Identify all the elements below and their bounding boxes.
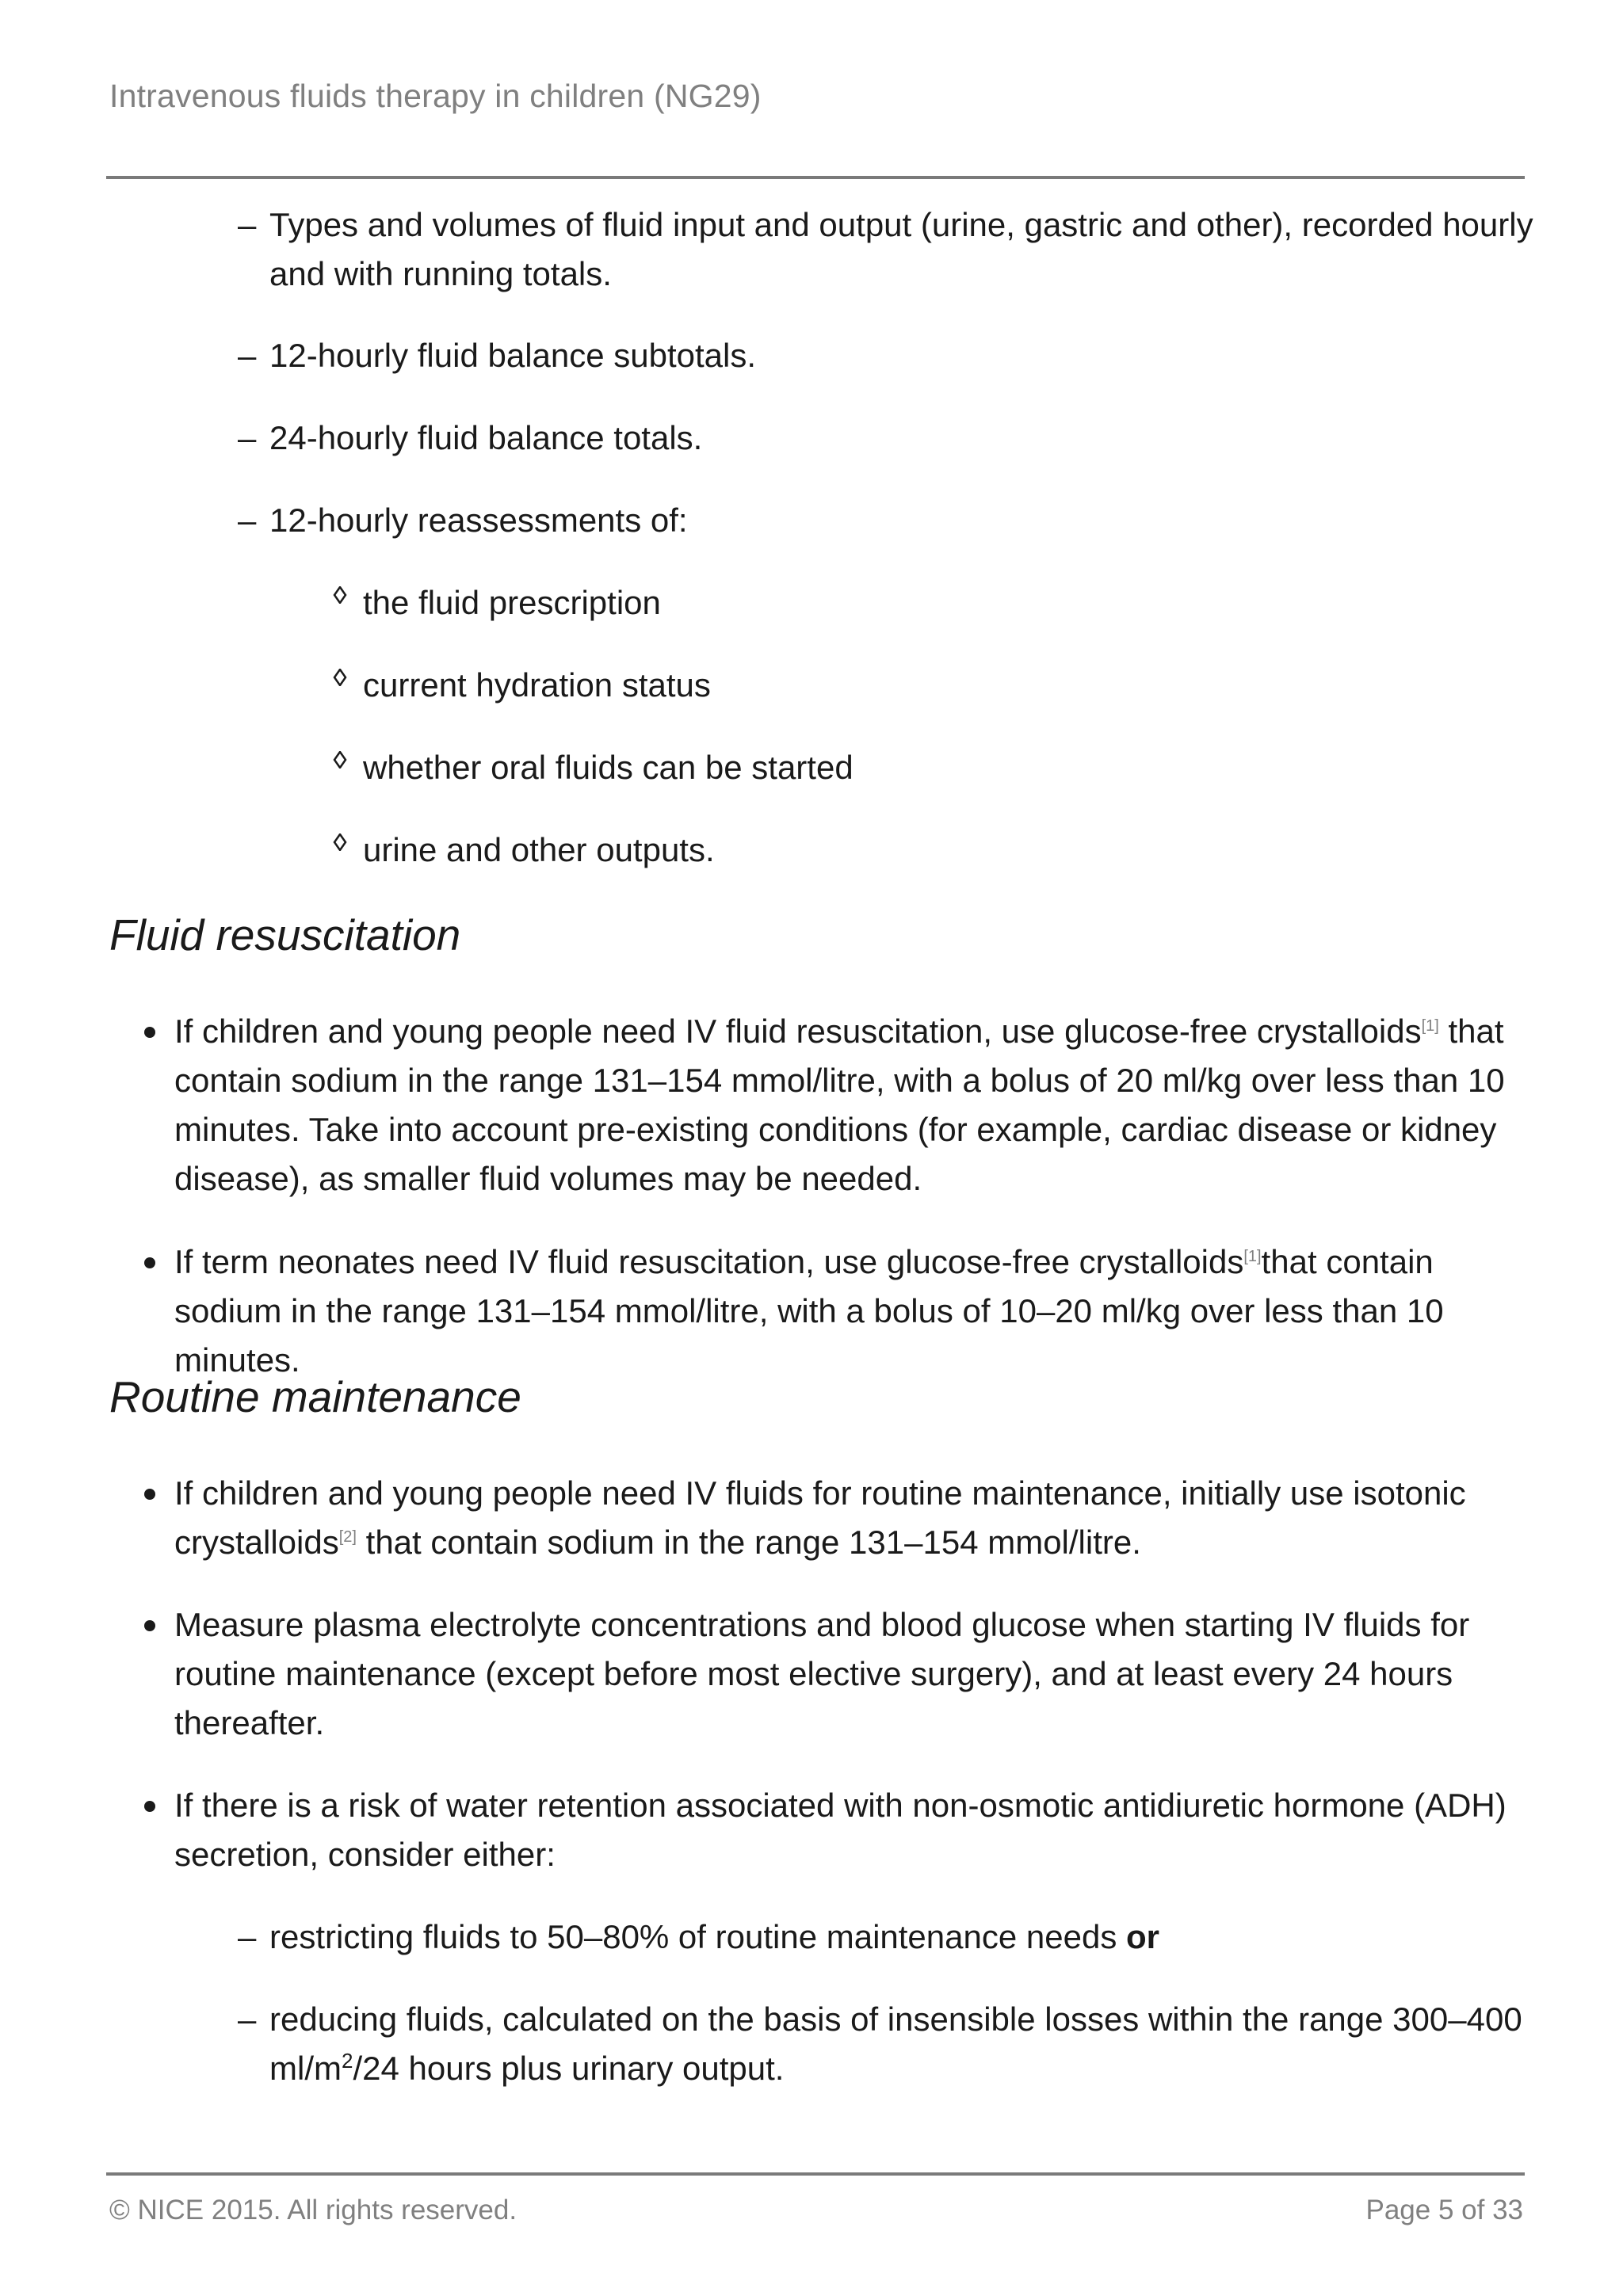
list-item	[333, 661, 1442, 710]
list-item-text: restricting fluids to 50–80% of routine maintenance needs or	[269, 1918, 1159, 1955]
list-item	[238, 1995, 1537, 2093]
bullet-marker	[144, 1257, 155, 1268]
list-item	[143, 1781, 1537, 1879]
list-item	[333, 826, 1442, 875]
dash-marker: –	[238, 206, 257, 243]
dash-marker: –	[238, 419, 257, 456]
list-item-text: Measure plasma electrolyte concentrations and blood glucose when starting IV fluids for routine maintenance (except before most elective surgery), and at least every 24 hours thereafter.	[174, 1606, 1470, 1741]
dash-marker: –	[238, 1918, 257, 1955]
dash-marker: –	[238, 502, 257, 539]
list-item-text: the fluid prescription	[363, 584, 661, 621]
list-item	[333, 578, 1442, 627]
section-heading: Fluid resuscitation	[109, 910, 461, 959]
footer-rule	[106, 2172, 1525, 2176]
bullet-marker	[144, 1620, 155, 1631]
list-item	[143, 1600, 1537, 1748]
list-item-text: If term neonates need IV fluid resuscitation, use glucose-free crystalloids[1]that contain sodium in the range 131–154 mmol/litre, with a bolus of 10–20 ml/kg over less than 10 minutes.	[174, 1243, 1444, 1379]
list-item	[238, 200, 1537, 299]
diamond-icon	[333, 833, 347, 848]
list-item-text: whether oral fluids can be started	[363, 749, 854, 786]
footnote-ref[interactable]: [2]	[338, 1528, 357, 1546]
list-item-text: reducing fluids, calculated on the basis of insensible losses within the range 300–400 $ml/m^2/24$ hours plus urinary output.	[269, 2000, 1522, 2087]
list-item-text: urine and other outputs.	[363, 831, 715, 868]
list-item	[238, 414, 1537, 463]
list-item-text: 12-hourly reassessments of:	[269, 502, 688, 539]
page-number: Page 5 of 33	[1365, 2195, 1523, 2225]
list-item-text: If children and young people need IV fluid resuscitation, use glucose-free crystalloids[1] that contain sodium in the range 131–154 mmol/litre, with a bolus of 20 ml/kg over less than 10 minutes. Take into account pre-existing conditions (for example, cardiac disease or kidney disease), as smaller fluid volumes may be needed.	[174, 1013, 1505, 1197]
list-item-text: If there is a risk of water retention associated with non-osmotic antidiuretic hormone (ADH) secretion, consider either:	[174, 1787, 1507, 1873]
list-item	[143, 1469, 1537, 1567]
copyright-notice: © NICE 2015. All rights reserved.	[109, 2195, 517, 2225]
bullet-marker	[144, 1801, 155, 1812]
list-item	[143, 1238, 1537, 1385]
diamond-icon	[333, 751, 347, 765]
bullet-marker	[144, 1489, 155, 1500]
list-item	[333, 743, 1442, 792]
list-item	[238, 496, 1537, 545]
footnote-ref[interactable]: [1]	[1243, 1248, 1262, 1265]
section-heading: Routine maintenance	[109, 1372, 521, 1421]
bullet-marker	[144, 1027, 155, 1038]
list-item	[238, 331, 1537, 380]
list-item-text: If children and young people need IV fluids for routine maintenance, initially use isotonic crystalloids[2] that contain sodium in the range 131–154 mmol/litre.	[174, 1474, 1466, 1561]
list-item	[143, 1007, 1537, 1203]
dash-marker: –	[238, 2000, 257, 2038]
header-rule	[106, 176, 1525, 179]
list-item-text: Types and volumes of fluid input and output (urine, gastric and other), recorded hourly and with running totals.	[269, 206, 1533, 292]
diamond-icon	[333, 669, 347, 683]
list-item	[238, 1913, 1537, 1962]
list-item-text: 12-hourly fluid balance subtotals.	[269, 337, 757, 374]
diamond-icon	[333, 586, 347, 601]
list-item-text: current hydration status	[363, 666, 711, 704]
list-item-text: 24-hourly fluid balance totals.	[269, 419, 703, 456]
running-header: Intravenous fluids therapy in children (NG29)	[109, 78, 762, 114]
footnote-ref[interactable]: [1]	[1421, 1017, 1439, 1035]
dash-marker: –	[238, 337, 257, 374]
